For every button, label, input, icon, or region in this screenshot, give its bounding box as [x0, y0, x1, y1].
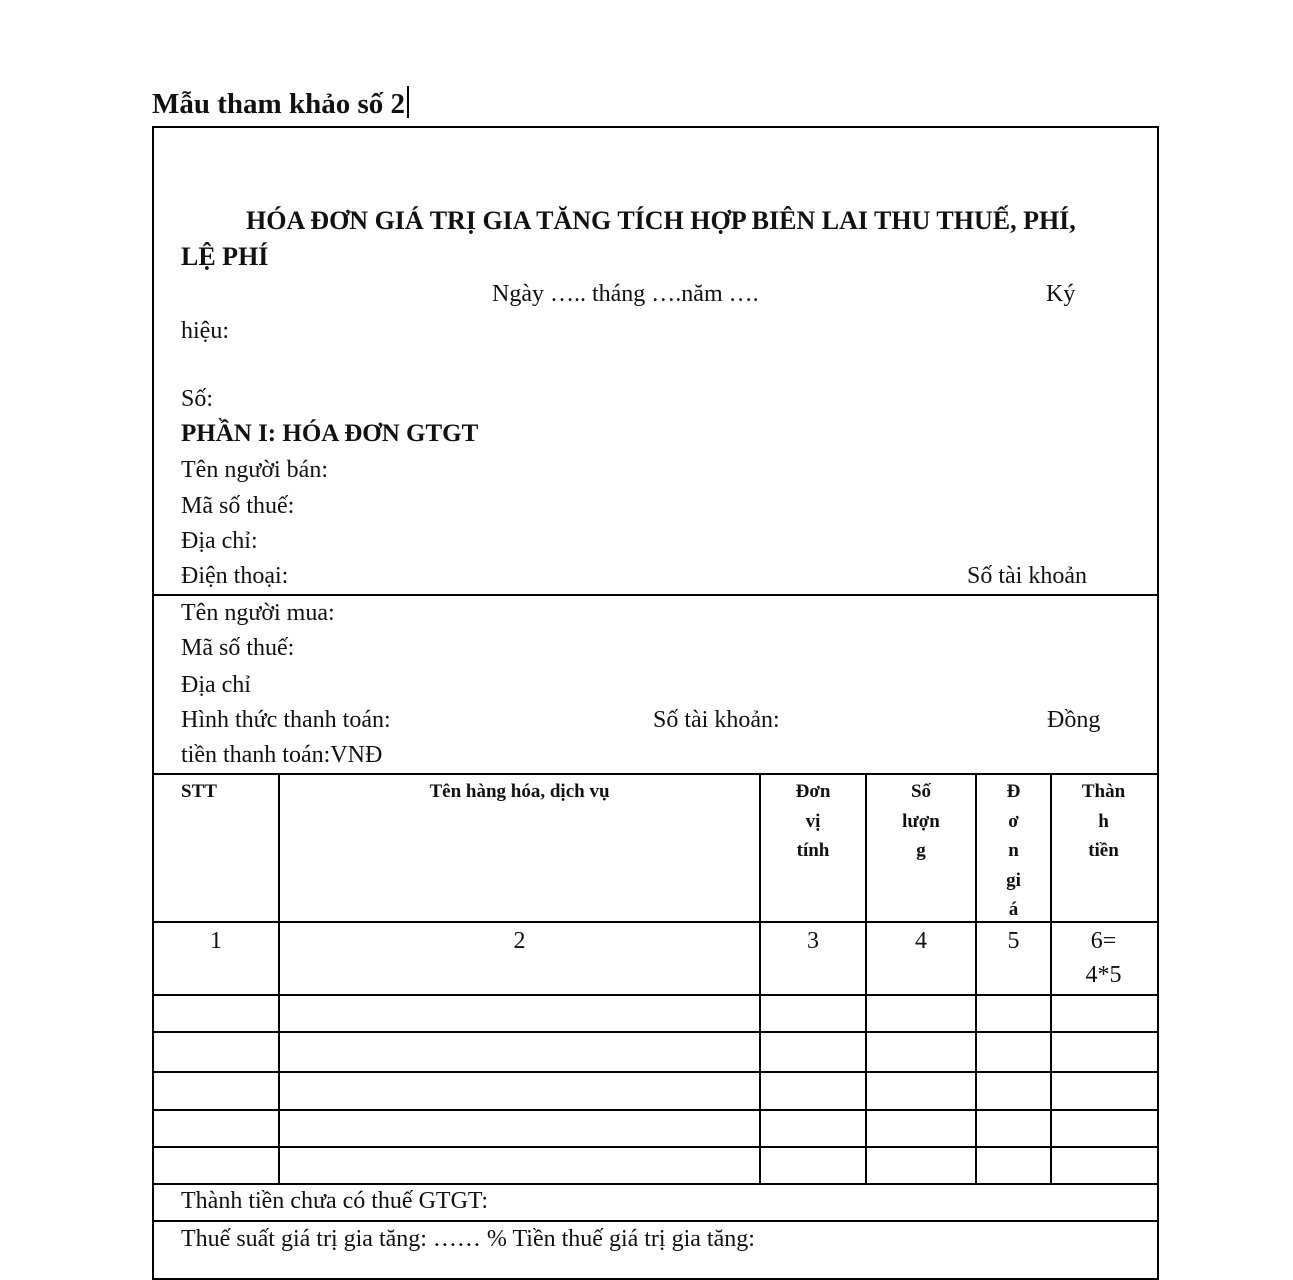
table-row-divider [154, 1109, 1157, 1111]
payment-method-label: Hình thức thanh toán: [181, 707, 391, 733]
document-heading-text: Mẫu tham khảo số 2 [152, 88, 405, 120]
buyer-tax-code-label: Mã số thuế: [181, 635, 295, 661]
buyer-address-label: Địa chỉ [181, 672, 251, 698]
section-divider-seller-buyer [154, 594, 1157, 596]
buyer-account-label: Số tài khoản: [653, 707, 780, 733]
invoice-title-line2: LỆ PHÍ [181, 242, 269, 271]
table-index-cell: 4 [915, 928, 927, 954]
part1-title: PHẦN I: HÓA ĐƠN GTGT [181, 420, 479, 447]
table-index-cell: 3 [807, 928, 819, 954]
table-index-cell: 1 [210, 928, 222, 954]
text-cursor [407, 86, 409, 118]
table-index-cell: 6= 4*5 [1085, 928, 1122, 988]
invoice-date-line: Ngày ….. tháng ….năm …. [492, 281, 759, 307]
table-column-divider [278, 773, 280, 1185]
table-row-divider [154, 1071, 1157, 1073]
section-divider-buyer-table [154, 773, 1157, 775]
seller-account-label: Số tài khoản [967, 563, 1087, 589]
seller-phone-label: Điện thoại: [181, 563, 289, 589]
invoice-symbol-label-b: hiệu: [181, 318, 229, 344]
table-header-unit: Đơn vị tính [795, 781, 831, 861]
subtotal-divider [154, 1220, 1157, 1222]
table-header-item-name: Tên hàng hóa, dịch vụ [429, 781, 610, 802]
currency-label-b: tiền thanh toán:VNĐ [181, 742, 383, 768]
subtotal-label: Thành tiền chưa có thuế GTGT: [181, 1188, 489, 1214]
seller-name-label: Tên người bán: [181, 457, 328, 483]
document-heading [152, 86, 409, 122]
table-row-divider [154, 1031, 1157, 1033]
invoice-form [152, 126, 1159, 1280]
table-row-divider [154, 994, 1157, 996]
invoice-title-line1: HÓA ĐƠN GIÁ TRỊ GIA TĂNG TÍCH HỢP BIÊN LAI THU THUẾ, PHÍ, [246, 206, 1076, 235]
table-index-cell: 5 [1007, 928, 1020, 954]
table-column-divider [759, 773, 761, 1185]
table-bottom-divider [154, 1183, 1157, 1185]
tax-rate-line: Thuế suất giá trị gia tăng: …… % Tiền thuế giá trị gia tăng: [181, 1226, 755, 1252]
invoice-symbol-label-a: Ký [1046, 281, 1076, 307]
table-header-unit-price: Đ ơ n gi á [1006, 781, 1021, 920]
table-header-amount: Thàn h tiền [1081, 781, 1126, 861]
table-index-cell: 2 [513, 928, 526, 954]
table-header-stt: STT [181, 781, 217, 802]
table-row-divider [154, 1146, 1157, 1148]
currency-label-a: Đồng [1047, 707, 1101, 733]
invoice-number-label: Số: [181, 386, 214, 412]
buyer-name-label: Tên người mua: [181, 600, 335, 626]
seller-tax-code-label: Mã số thuế: [181, 493, 295, 519]
seller-address-label: Địa chỉ: [181, 528, 258, 554]
table-header-quantity: Số lượn g [902, 781, 940, 861]
